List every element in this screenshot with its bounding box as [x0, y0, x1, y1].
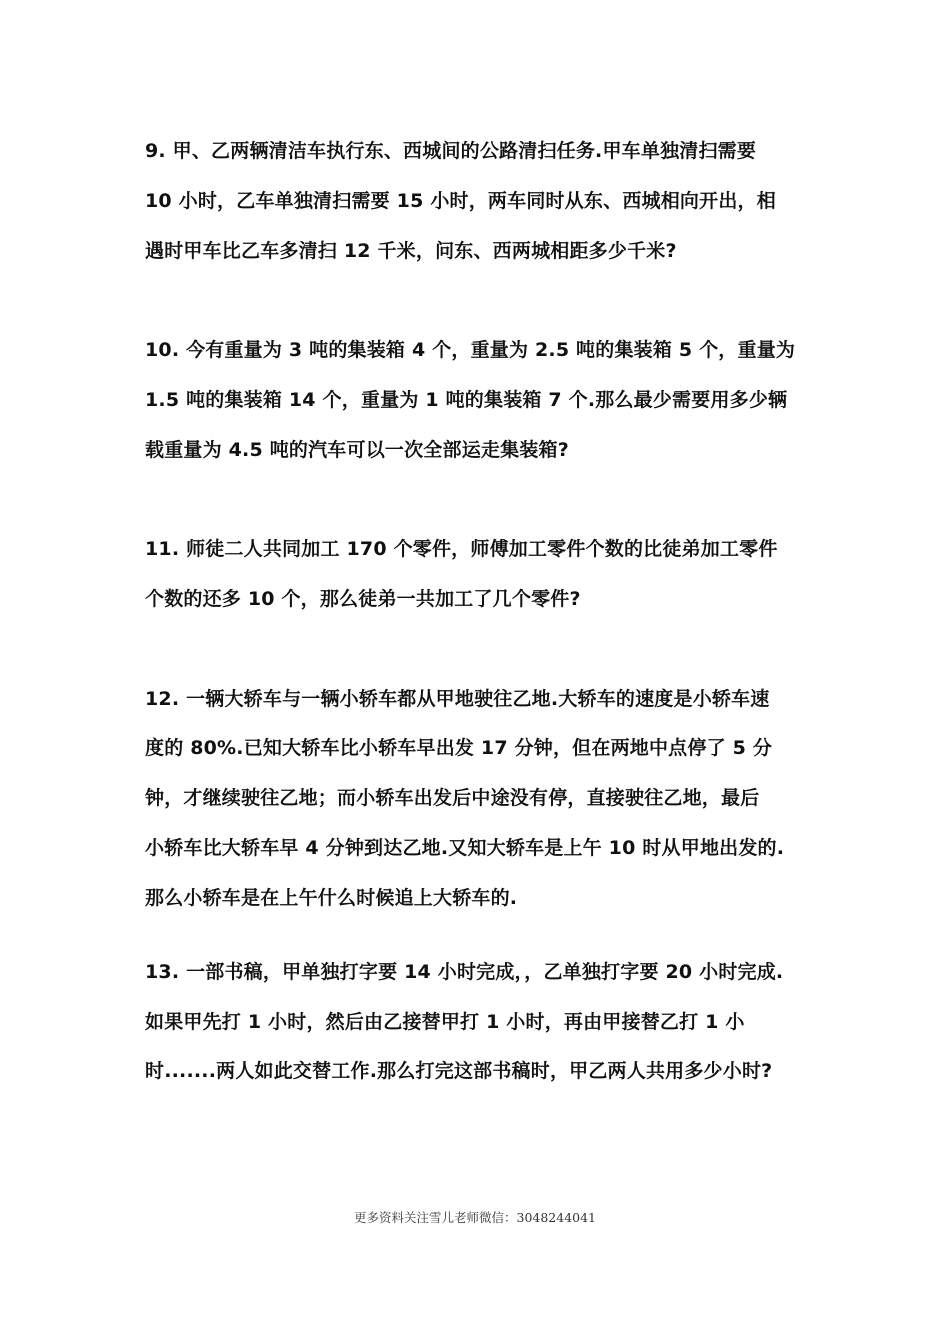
question-13-line-3: 时.......两人如此交替工作.那么打完这部书稿时，甲乙两人共用多少小时?: [145, 1060, 773, 1082]
question-12-line-2: 度的 80%.已知大轿车比小轿车早出发 17 分钟，但在两地中点停了 5 分: [145, 737, 773, 759]
question-11-line-2: 个数的还多 10 个，那么徒弟一共加工了几个零件?: [145, 588, 581, 610]
footer-note: 更多资料关注雪儿老师微信：3048244041: [353, 1210, 597, 1225]
question-10-line-2: 1.5 吨的集装箱 14 个，重量为 1 吨的集装箱 7 个.那么最少需要用多少辆: [145, 389, 788, 411]
question-11-line-1: 11. 师徒二人共同加工 170 个零件，师傅加工零件个数的比徒弟加工零件: [145, 538, 778, 560]
question-12-line-1: 12. 一辆大轿车与一辆小轿车都从甲地驶往乙地.大轿车的速度是小轿车速: [145, 688, 770, 710]
question-9-line-1: 9. 甲、乙两辆清洁车执行东、西城间的公路清扫任务.甲车单独清扫需要: [145, 140, 757, 162]
question-13-line-2: 如果甲先打 1 小时，然后由乙接替甲打 1 小时，再由甲接替乙打 1 小: [145, 1011, 745, 1033]
question-10-line-1: 10. 今有重量为 3 吨的集装箱 4 个，重量为 2.5 吨的集装箱 5 个，重量为: [145, 339, 796, 361]
question-13-line-1: 13. 一部书稿，甲单独打字要 14 小时完成，，乙单独打字要 20 小时完成.: [145, 961, 784, 983]
question-9-line-2: 10 小时，乙车单独清扫需要 15 小时，两车同时从东、西城相向开出，相: [145, 190, 776, 212]
question-12-line-4: 小轿车比大轿车早 4 分钟到达乙地.又知大轿车是上午 10 时从甲地出发的.: [145, 837, 785, 859]
question-12-line-5: 那么小轿车是在上午什么时候追上大轿车的.: [145, 887, 518, 909]
question-12-line-3: 钟，才继续驶往乙地；而小轿车出发后中途没有停，直接驶往乙地，最后: [145, 787, 760, 809]
question-9-line-3: 遇时甲车比乙车多清扫 12 千米，问东、西两城相距多少千米?: [145, 240, 677, 262]
question-10-line-3: 载重量为 4.5 吨的汽车可以一次全部运走集装箱?: [145, 439, 569, 461]
